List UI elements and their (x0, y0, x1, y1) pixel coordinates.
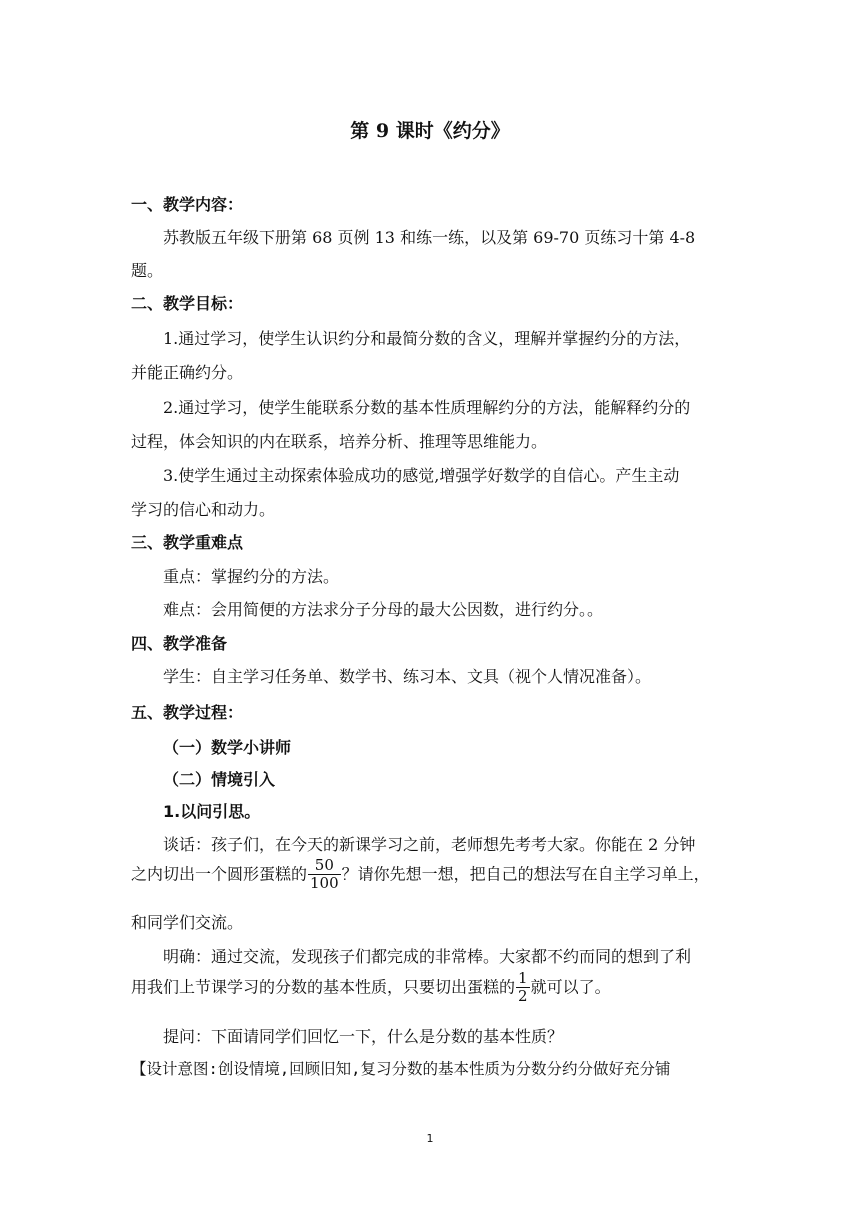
subsection-math-lecturer: （一）数学小讲师 (163, 738, 292, 757)
section-heading-content: 一、教学内容： (131, 195, 244, 214)
goal-2-line2: 过程，体会知识的内在联系，培养分析、推理等思维能力。 (131, 432, 548, 451)
question-line: 提问：下面请同学们回忆一下，什么是分数的基本性质？ (163, 1027, 564, 1046)
goal-2-line1: 2.通过学习，使学生能联系分数的基本性质理解约分的方法，能解释约分的 (163, 398, 691, 417)
fraction-50-100 (308, 857, 341, 893)
preparation-text: 学生：自主学习任务单、数学书、练习本、文具（视个人情况准备）。 (163, 667, 652, 686)
talk-line3: 和同学们交流。 (131, 913, 244, 932)
subsection-scenario-intro: （二）情境引入 (163, 770, 276, 789)
fraction-numerator: 1 (518, 969, 528, 987)
difficult-point: 难点：会用简便的方法求分子分母的最大公因数，进行约分。。 (163, 600, 604, 619)
talk-line2 (131, 857, 735, 893)
clarify-line1: 明确：通过交流，发现孩子们都完成的非常棒。大家都不约而同的想到了利 (163, 947, 692, 966)
talk-line2-end: ？请你先想一想，把自己的想法写在自主学习单上， (341, 864, 710, 884)
section-heading-keypoints: 三、教学重难点 (131, 533, 244, 552)
content-paragraph-line1: 苏教版五年级下册第 68 页例 13 和练一练，以及第 69-70 页练习十第 4-8 (163, 228, 696, 247)
section-heading-goals: 二、教学目标： (131, 294, 244, 313)
section-heading-preparation: 四、教学准备 (131, 634, 228, 653)
goal-3-line1: 3.使学生通过主动探索体验成功的感觉,增强学好数学的自信心。产生主动 (163, 466, 680, 485)
clarify-line2-end: 就可以了。 (530, 977, 611, 997)
section-heading-process: 五、教学过程： (131, 703, 244, 722)
talk-line1: 谈话：孩子们，在今天的新课学习之前，老师想先考考大家。你能在 2 分钟 (163, 835, 696, 854)
clarify-line2 (131, 970, 735, 1006)
design-intent-line: 【设计意图:创设情境,回顾旧知,复习分数的基本性质为分数分约分做好充分铺 (131, 1060, 671, 1078)
fraction-1-2 (516, 970, 530, 1006)
key-point: 重点：掌握约分的方法。 (163, 567, 340, 586)
page-number: 1 (426, 1132, 434, 1145)
fraction-denominator: 2 (518, 987, 528, 1006)
step-question-guide: 1.以问引思。 (163, 802, 261, 821)
goal-1-line2: 并能正确约分。 (131, 363, 244, 382)
talk-line2-start: 之内切出一个圆形蛋糕的 (131, 864, 308, 884)
page-title: 第 9 课时《约分》 (350, 120, 510, 142)
content-paragraph-line2: 题。 (131, 261, 164, 280)
fraction-denominator: 100 (310, 874, 339, 893)
goal-1-line1: 1.通过学习，使学生认识约分和最简分数的含义，理解并掌握约分的方法， (163, 329, 691, 348)
clarify-line2-start: 用我们上节课学习的分数的基本性质，只要切出蛋糕的 (131, 977, 516, 997)
goal-3-line2: 学习的信心和动力。 (131, 500, 276, 519)
fraction-numerator: 50 (308, 857, 341, 875)
